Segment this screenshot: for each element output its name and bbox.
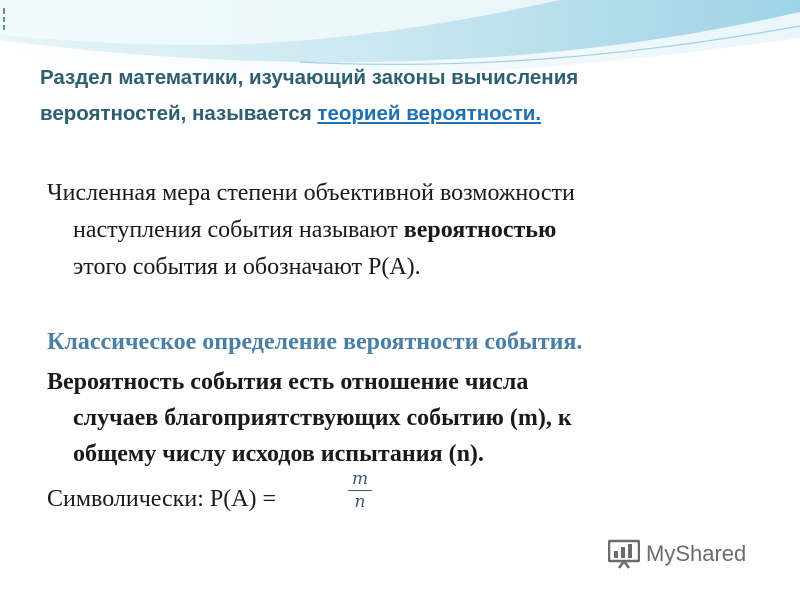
watermark-text: MyShared — [646, 541, 747, 566]
paragraph-line-2-text: наступления события называют — [73, 217, 404, 243]
probability-theory-link[interactable]: теорией вероятности. — [317, 102, 542, 125]
corner-decoration — [2, 8, 8, 30]
slide-heading — [40, 60, 780, 132]
classical-definition-subheading: Классическое определение вероятности события. — [47, 329, 583, 355]
symbolic-formula-label: Символически: Р(А) = — [47, 486, 277, 512]
paragraph-line-3: этого события и обозначают Р(А). — [73, 254, 421, 280]
probability-fraction — [347, 468, 373, 513]
fraction-denominator: n — [354, 492, 366, 512]
heading-line-2-text: вероятностей, называется — [40, 102, 318, 125]
heading-line-1: Раздел математики, изучающий законы вычисления — [40, 66, 579, 89]
probability-term: вероятностью — [403, 217, 557, 243]
paragraph-line-1: Численная мера степени объективной возможности — [47, 180, 575, 206]
classical-definition-text — [47, 364, 767, 472]
definition-line-3: общему числу исходов испытания (n). — [73, 441, 484, 467]
heading-line-2 — [40, 96, 780, 132]
fraction-numerator: m — [351, 469, 369, 489]
definition-line-2: случаев благоприятствующих событию (m), к — [73, 405, 572, 431]
definition-line-1: Вероятность события есть отношение числа — [47, 369, 529, 395]
paragraph-line-2 — [47, 212, 767, 249]
presentation-screen-icon — [608, 539, 640, 569]
probability-definition-paragraph — [47, 175, 767, 286]
watermark-logo — [608, 539, 746, 569]
